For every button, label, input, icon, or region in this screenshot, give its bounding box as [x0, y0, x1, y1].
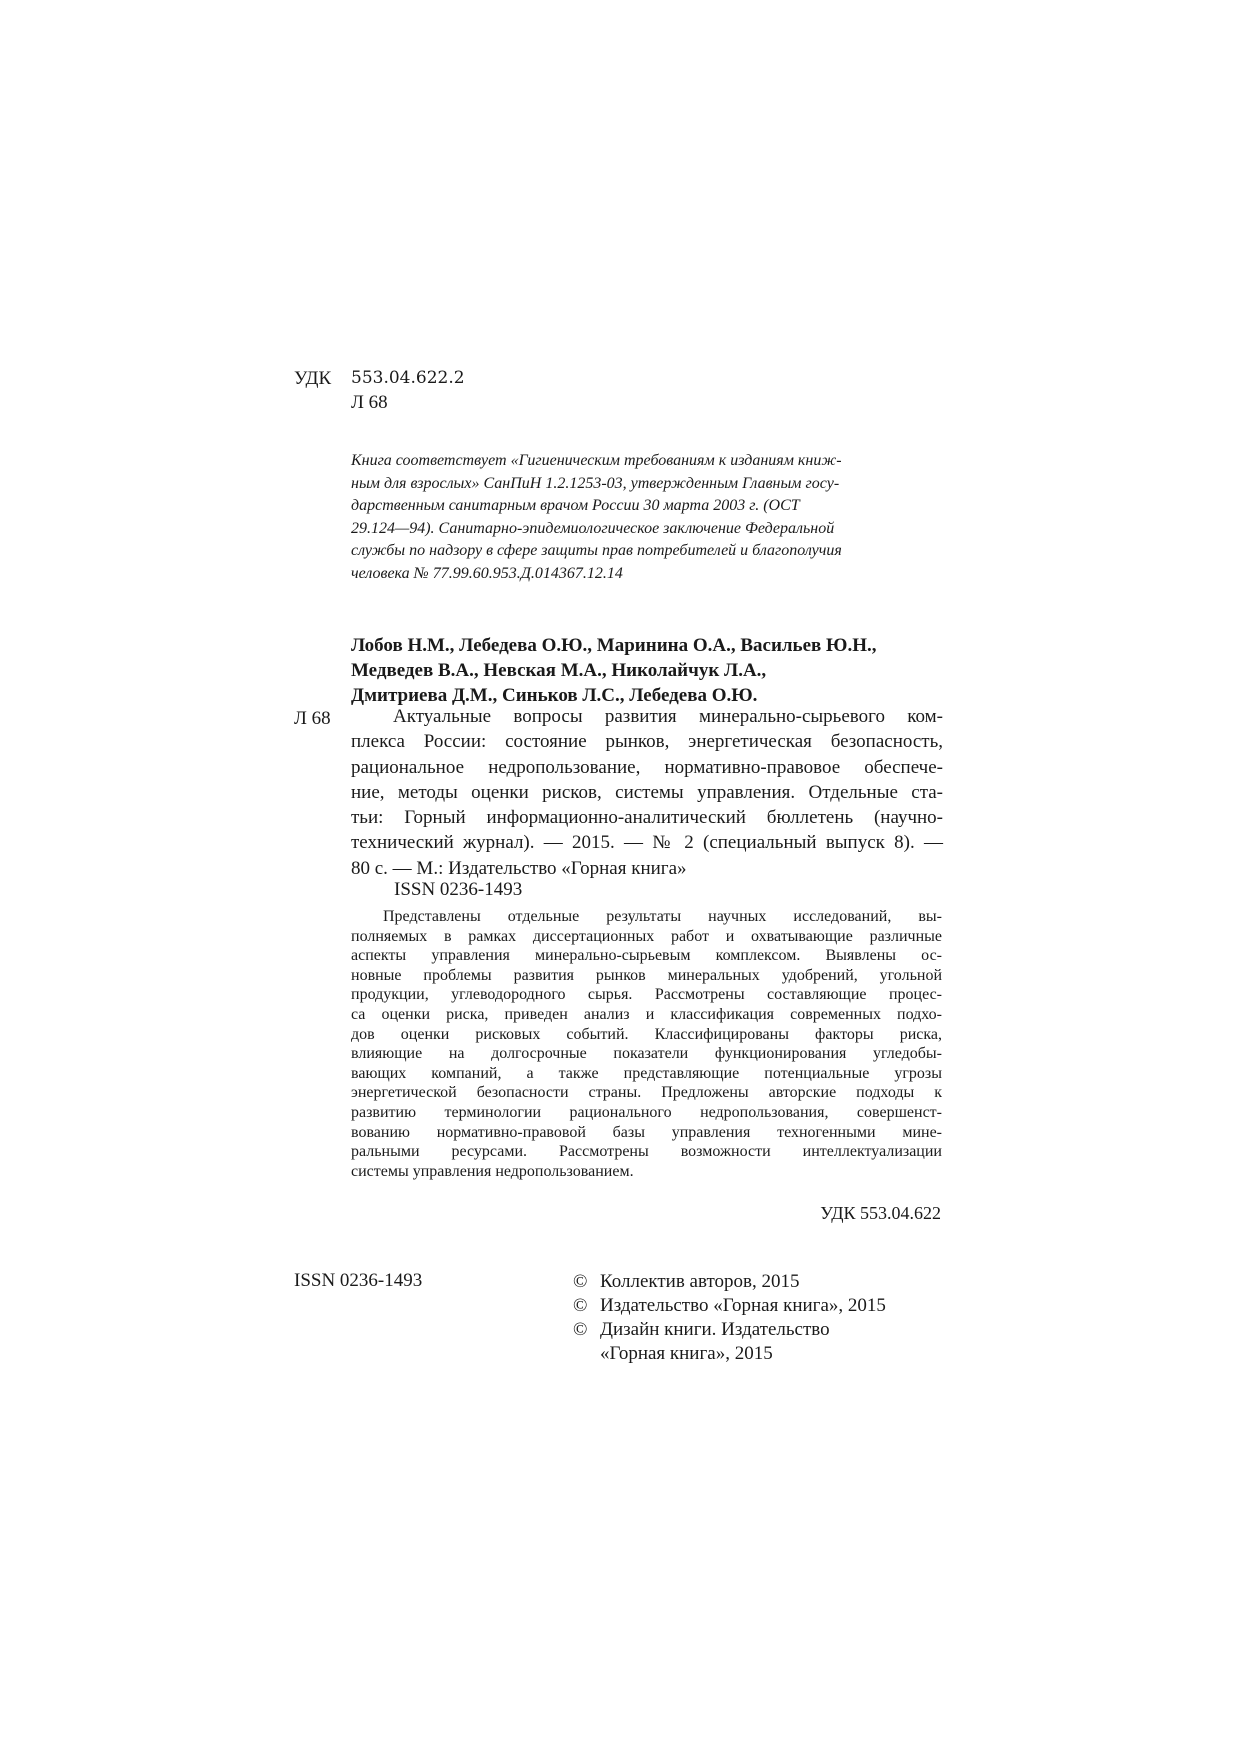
- abstract: [351, 907, 942, 1181]
- notice-line: ным для взрослых» СанПиН 1.2.1253-03, утвержденным Главным госу-: [351, 474, 840, 492]
- udk-label: УДК: [294, 368, 332, 389]
- abstract-line: полняемых в рамках диссертационных работ и охватывающие различные: [351, 927, 942, 945]
- abstract-line: влияющие на долгосрочные показатели функционирования угледобы-: [351, 1045, 942, 1063]
- copyright-icon: ©: [573, 1271, 588, 1292]
- abstract-line: ральными ресурсами. Рассмотрены возможности интеллектуализации: [351, 1143, 942, 1161]
- issn-bottom: ISSN 0236-1493: [294, 1270, 423, 1291]
- abstract-line: вающих компаний, а также представляющие потенциальные угрозы: [351, 1064, 942, 1082]
- authors-line: Лобов Н.М., Лебедева О.Ю., Маринина О.А., Васильев Ю.Н.,: [351, 635, 877, 656]
- copyright-row: [573, 1294, 973, 1318]
- copyright-row: [573, 1270, 973, 1294]
- notice-line: 29.124—94). Санитарно-эпидемиологическое заключение Федеральной: [351, 519, 835, 537]
- abstract-line: продукции, углеводородного сырья. Рассмотрены составляющие процес-: [351, 986, 942, 1004]
- bbk-margin-code: Л 68: [294, 708, 331, 729]
- biblio-line: тьи: Горный информационно-аналитический бюллетень (научно-: [351, 807, 943, 829]
- biblio-line: технический журнал). — 2015. — № 2 (специальный выпуск 8). —: [351, 832, 943, 854]
- bibliographic-description: [351, 704, 943, 881]
- bbk-code: Л 68: [351, 392, 388, 413]
- abstract-line: системы управления недропользованием.: [351, 1162, 634, 1180]
- copyright-text: Дизайн книги. Издательство: [600, 1319, 830, 1340]
- notice-line: дарственным санитарным врачом России 30 марта 2003 г. (ОСТ: [351, 497, 800, 514]
- notice-line: Книга соответствует «Гигиеническим требованиям к изданиям книж-: [351, 452, 842, 469]
- abstract-line: развитию терминологии рационального недропользования, совершенст-: [351, 1103, 942, 1121]
- notice-line: человека № 77.99.60.953.Д.014367.12.14: [351, 564, 623, 582]
- copyright-row: [573, 1318, 973, 1342]
- sanitary-notice: [351, 450, 940, 585]
- notice-line: службы по надзору в сфере защиты прав потребителей и благополучия: [351, 542, 842, 559]
- biblio-line: Актуальные вопросы развития минерально-сырьевого ком-: [393, 706, 943, 727]
- copyright-text: Издательство «Горная книга», 2015: [600, 1295, 886, 1316]
- copyright-icon: ©: [573, 1319, 588, 1340]
- abstract-line: вованию нормативно-правовой базы управления техногенными мине-: [351, 1123, 942, 1141]
- copyright-icon: ©: [573, 1295, 588, 1316]
- authors-line: Медведев В.А., Невская М.А., Николайчук Л.А.,: [351, 660, 767, 681]
- abstract-line: са оценки риска, приведен анализ и классификация современных подхо-: [351, 1005, 942, 1023]
- abstract-line: энергетической безопасности страны. Предложены авторские подходы к: [351, 1084, 942, 1102]
- biblio-line: рациональное недропользование, нормативно-правовое обеспече-: [351, 756, 943, 778]
- abstract-line: аспекты управления минерально-сырьевым комплексом. Выявлены ос-: [351, 947, 942, 965]
- authors: [351, 633, 951, 708]
- udk-right: УДК 553.04.622: [820, 1203, 941, 1223]
- copyright-text-continued: «Горная книга», 2015: [600, 1343, 773, 1364]
- abstract-line: дов оценки рисковых событий. Классифицированы факторы риска,: [351, 1025, 942, 1043]
- biblio-line: плекса России: состояние рынков, энергетическая безопасность,: [351, 731, 943, 753]
- copyright-text: Коллектив авторов, 2015: [600, 1271, 800, 1292]
- biblio-line: ние, методы оценки рисков, системы управления. Отдельные ста-: [351, 781, 943, 803]
- abstract-line: новные проблемы развития рынков минеральных удобрений, угольной: [351, 966, 942, 984]
- udk-code: 553.04.622.2: [351, 368, 465, 388]
- copyright-block: [573, 1270, 973, 1366]
- authors-line: Дмитриева Д.М., Синьков Л.С., Лебедева О.Ю.: [351, 685, 758, 706]
- issn-number: ISSN 0236-1493: [394, 879, 523, 900]
- abstract-line: Представлены отдельные результаты научных исследований, вы-: [383, 908, 942, 925]
- biblio-line: 80 с. — М.: Издательство «Горная книга»: [351, 857, 687, 879]
